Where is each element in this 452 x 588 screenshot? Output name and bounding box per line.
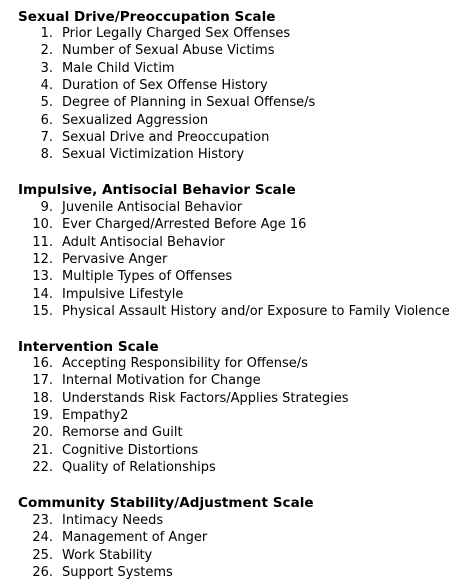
item-number: 4.: [40, 78, 53, 94]
item-number: 2.: [40, 43, 53, 59]
item-number: 11.: [32, 234, 53, 250]
item-number: 5.: [40, 95, 53, 111]
item-text: Sexualized Aggression: [62, 112, 209, 128]
item-text: Duration of Sex Offense History: [62, 78, 268, 94]
item-number: 26.: [32, 565, 53, 581]
item-number: 20.: [32, 425, 53, 441]
section-heading: Intervention Scale: [18, 339, 159, 355]
item-number: 6.: [40, 112, 53, 128]
item-number: 21.: [32, 442, 53, 458]
section-heading: Sexual Drive/Preoccupation Scale: [18, 9, 276, 25]
item-text: Multiple Types of Offenses: [62, 269, 233, 285]
item-text: Management of Anger: [62, 530, 208, 546]
item-number: 14.: [32, 286, 53, 302]
item-text: Impulsive Lifestyle: [62, 286, 184, 302]
item-number: 15.: [32, 304, 53, 320]
item-number: 8.: [40, 147, 53, 163]
item-number: 9.: [40, 200, 53, 215]
item-text: Internal Motivation for Change: [62, 373, 261, 389]
item-text: Physical Assault History and/or Exposure to Family Violence: [62, 304, 450, 320]
item-number: 25.: [32, 547, 53, 563]
item-number: 1.: [40, 26, 53, 41]
item-number: 3.: [40, 60, 53, 76]
item-text: Sexual Victimization History: [62, 147, 245, 163]
item-text: Degree of Planning in Sexual Offense/s: [62, 95, 316, 111]
item-number: 12.: [32, 252, 53, 268]
item-text: Ever Charged/Arrested Before Age 16: [62, 217, 307, 233]
item-text: Empathy2: [62, 408, 129, 424]
item-text: Understands Risk Factors/Applies Strategies: [62, 390, 349, 406]
item-text: Cognitive Distortions: [62, 442, 199, 458]
item-text: Work Stability: [62, 547, 153, 563]
item-number: 16.: [32, 356, 53, 371]
item-number: 24.: [32, 530, 53, 546]
item-text: Adult Antisocial Behavior: [62, 234, 225, 250]
item-text: Support Systems: [62, 565, 173, 581]
item-text: Prior Legally Charged Sex Offenses: [62, 26, 291, 41]
item-text: Remorse and Guilt: [62, 425, 183, 441]
item-number: 19.: [32, 408, 53, 424]
item-number: 7.: [40, 130, 53, 146]
item-number: 23.: [32, 513, 53, 528]
item-number: 18.: [32, 390, 53, 406]
item-text: Quality of Relationships: [62, 460, 216, 476]
item-text: Number of Sexual Abuse Victims: [62, 43, 275, 59]
item-number: 22.: [32, 460, 53, 476]
item-text: Male Child Victim: [62, 60, 175, 76]
section-heading: Community Stability/Adjustment Scale: [18, 495, 314, 511]
item-text: Sexual Drive and Preoccupation: [62, 130, 270, 146]
item-number: 17.: [32, 373, 53, 389]
item-text: Pervasive Anger: [62, 252, 168, 268]
item-number: 10.: [32, 217, 53, 233]
section-heading: Impulsive, Antisocial Behavior Scale: [18, 182, 296, 198]
item-text: Juvenile Antisocial Behavior: [62, 200, 243, 215]
item-text: Intimacy Needs: [62, 513, 164, 528]
item-number: 13.: [32, 269, 53, 285]
item-text: Accepting Responsibility for Offense/s: [62, 356, 308, 371]
